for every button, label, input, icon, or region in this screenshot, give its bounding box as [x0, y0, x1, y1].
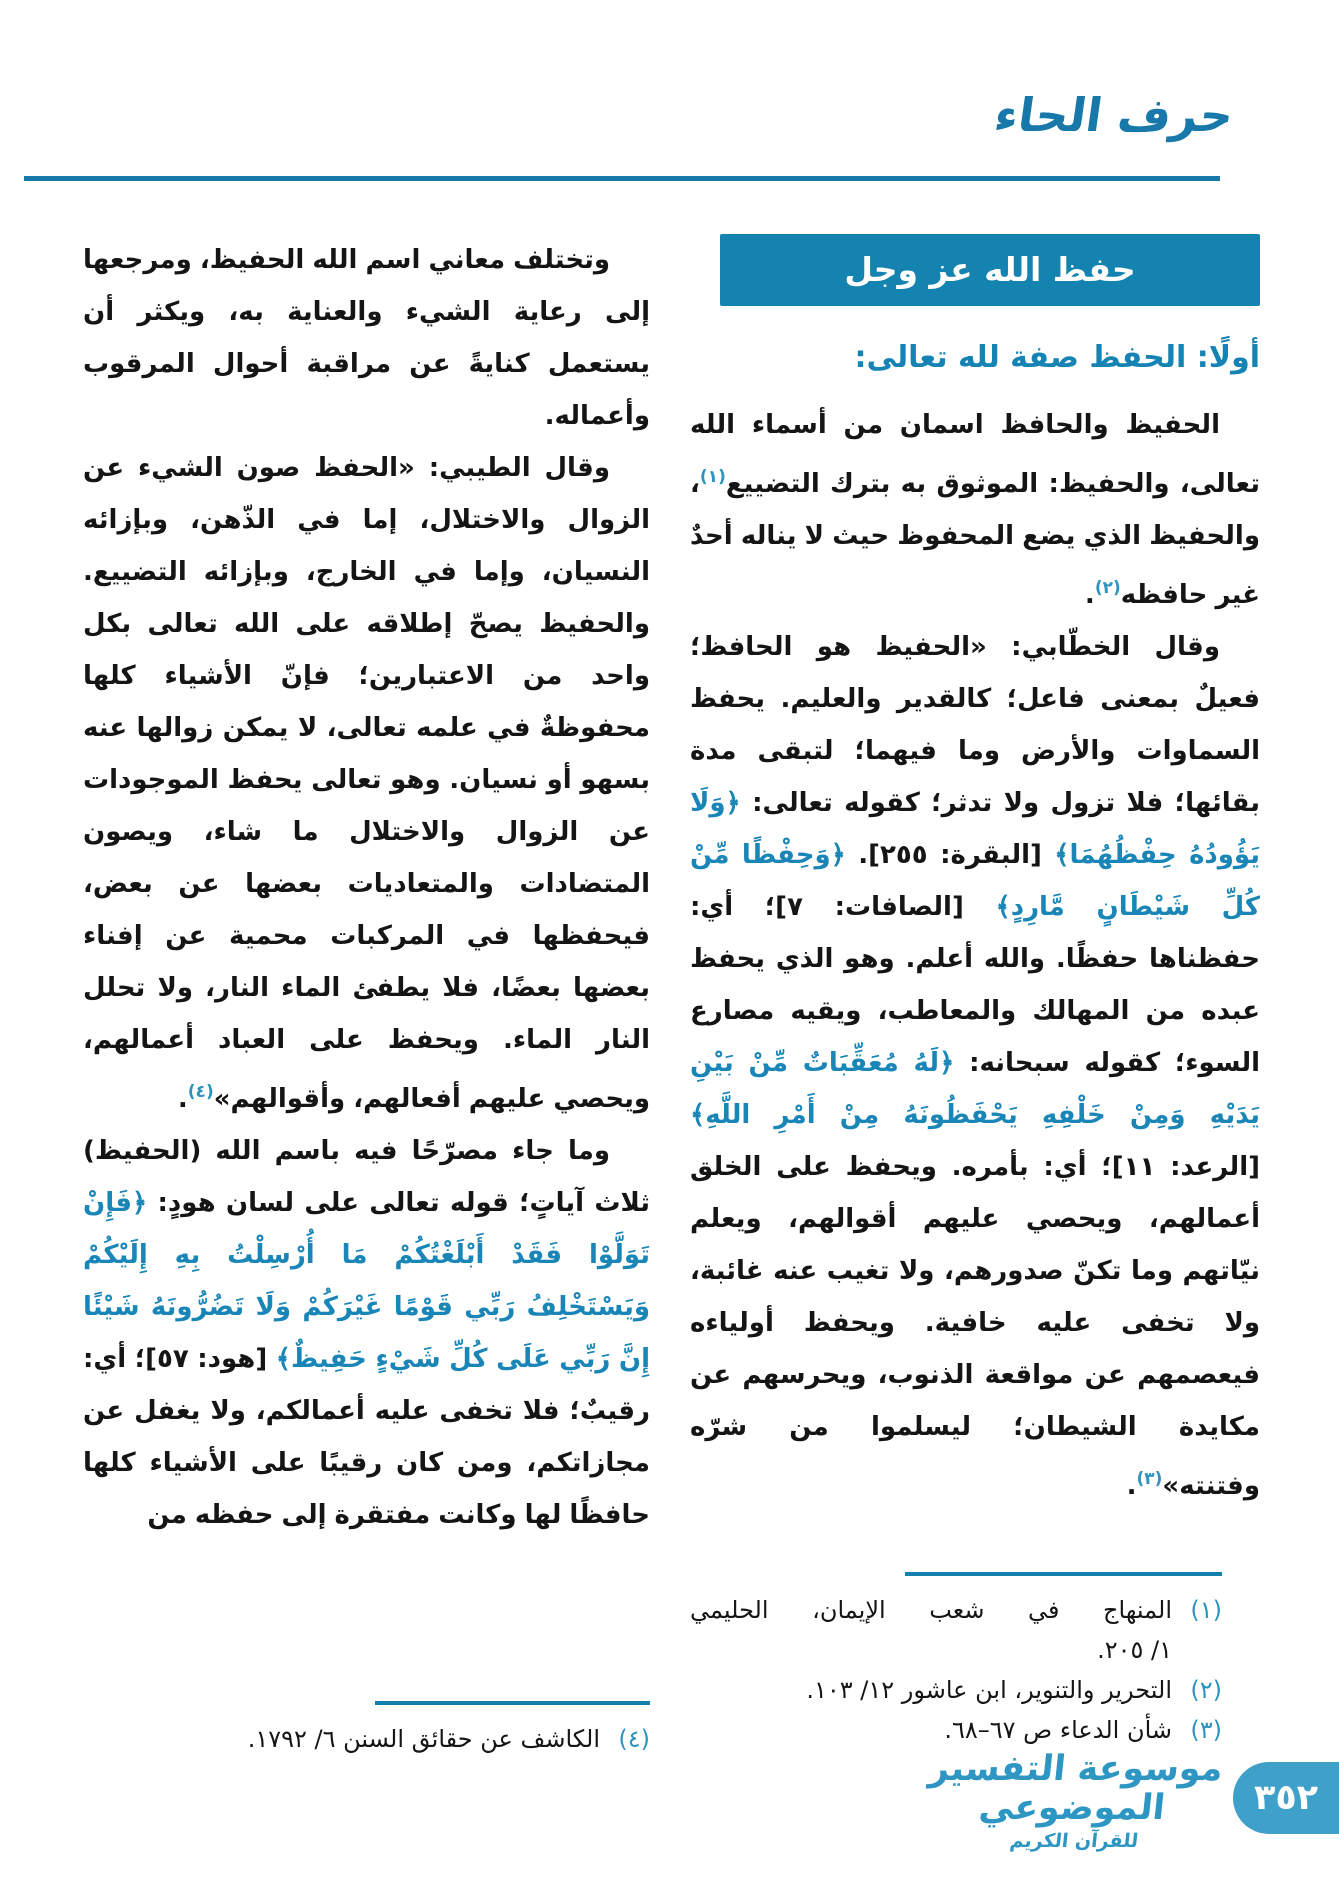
quran-verse: ﴿فَإِنْ تَوَلَّوْا فَقَدْ أَبْلَغْتُكُمْ مَا أُرْسِلْتُ بِهِ إِلَيْكُمْ وَيَسْتَخْلِفُ رَبِّي قَوْمًا غَيْرَكُمْ وَلَا تَضُرُّونَهُ شَيْئًا إِنَّ رَبِّي عَلَى كُلِّ شَيْءٍ حَفِيظٌ﴾	[83, 1188, 650, 1374]
text-run: وتختلف معاني اسم الله الحفيظ، ومرجعها إلى رعاية الشيء والعناية به، ويكثر أن يستعمل كنايةً عن مراقبة أحوال المرقوب وأعماله.	[83, 245, 650, 431]
footnote-number: (٣)	[1190, 1716, 1222, 1744]
footnote-text: ١/ ٢٠٥.	[1097, 1636, 1172, 1664]
footnotes-right	[690, 1590, 1222, 1750]
right-column-body	[690, 399, 1260, 1560]
footnotes-left	[83, 1719, 650, 1759]
footnote-text: المنهاج في شعب الإيمان، الحليمي	[690, 1596, 1172, 1624]
footnote-number: (٢)	[1190, 1676, 1222, 1704]
text-run: وما جاء مصرّحًا فيه باسم الله (الحفيظ) ثلاث آياتٍ؛ قوله تعالى على لسان هودٍ:	[83, 1136, 650, 1218]
footnote	[83, 1719, 650, 1759]
page-number-badge: ٣٥٢	[1233, 1762, 1339, 1834]
paragraph	[690, 621, 1260, 1512]
quran-verse: ﴿لَهُ مُعَقِّبَاتٌ مِّنْ بَيْنِ يَدَيْهِ وَمِنْ خَلْفِهِ يَحْفَظُونَهُ مِنْ أَمْرِ اللَّهِ﴾	[690, 1048, 1260, 1130]
footnote-text: التحرير والتنوير، ابن عاشور ١٢/ ١٠٣.	[806, 1676, 1172, 1704]
publisher-logo-subtitle: للقرآن الكريم	[1008, 1830, 1140, 1852]
quran-verse: ﴿وَلَا يَؤُودُهُ حِفْظُهُمَا﴾	[690, 788, 1260, 870]
column-left	[83, 234, 650, 1759]
text-run: وقال الخطّابي: «الحفيظ هو الحافظ؛ فعيلٌ بمعنى فاعل؛ كالقدير والعليم. يحفظ السماوات والأرض وما فيهما؛ لتبقى مدة بقائها؛ فلا تزول ولا تدثر؛ كقوله تعالى:	[690, 632, 1260, 818]
text-run: .	[1126, 1471, 1137, 1501]
column-right	[690, 234, 1260, 1759]
footnote	[690, 1710, 1222, 1750]
footnote-text: شأن الدعاء ص ٦٧–٦٨.	[944, 1716, 1172, 1744]
text-run: [البقرة: ٢٥٥].	[845, 840, 1055, 870]
text-run: ، والحفيظ الذي يضع المحفوظ حيث لا يناله أحدٌ غير حافظه	[690, 469, 1260, 610]
footnote-marker: (٣)	[1136, 1469, 1163, 1489]
footnote-number: (١)	[1190, 1596, 1222, 1624]
text-run: وقال الطيبي: «الحفظ صون الشيء عن الزوال والاختلال، إما في الذّهن، وبإزائه النسيان، وإما في الخارج، وبإزائه التضييع. والحفيظ يصحّ إطلاقه على الله تعالى بكل واحد من الاعتبارين؛ فإنّ الأشياء كلها محفوظةٌ في علمه تعالى، لا يمكن زوالها عنه بسهو أو نسيان. وهو تعالى يحفظ الموجودات عن الزوال والاختلال ما شاء، ويصون المتضادات والمتعاديات بعضها عن بعض، فيحفظها في المركبات محمية عن إفناء بعضها بعضًا، فلا يطفئ الماء النار، ولا تحلل النار الماء. ويحفظ على العباد أعمالهم، ويحصي عليهم أفعالهم، وأقوالهم»	[83, 453, 650, 1114]
publisher-logo-title: موسوعة التفسير الموضوعي	[927, 1749, 1225, 1828]
paragraph	[83, 234, 650, 442]
footnote-text: الكاشف عن حقائق السنن ٦/ ١٧٩٢.	[247, 1725, 600, 1753]
section-subtitle: أولًا: الحفظ صفة لله تعالى:	[854, 340, 1260, 375]
left-column-body	[83, 234, 650, 1689]
footnote-marker: (٢)	[1094, 578, 1121, 598]
paragraph	[83, 1125, 650, 1541]
text-run: [هود: ٥٧]؛ أي: رقيبٌ؛ فلا تخفى عليه أعمالكم، ولا يغفل عن مجازاتكم، ومن كان رقيبًا على الأشياء كلها حافظًا لها وكانت مفتقرة إلى حفظه من	[83, 1344, 650, 1530]
section-title: حفظ الله عز وجل	[844, 250, 1136, 289]
header-rule	[24, 176, 1220, 181]
content-columns	[83, 234, 1260, 1759]
chapter-title-calligraphy: حرف الحاء	[991, 88, 1237, 142]
footnote-marker: (٤)	[187, 1082, 214, 1102]
text-run: الحفيظ والحافظ اسمان من أسماء الله تعالى، والحفيظ: الموثوق به بترك التضييع	[690, 410, 1260, 499]
text-run: [الصافات: ٧]؛ أي: حفظناها حفظًا. والله أعلم. وهو الذي يحفظ عبده من المهالك والمعاطب، ويقيه مصارع السوء؛ كقوله سبحانه:	[690, 892, 1260, 1078]
footnote-marker: (١)	[699, 467, 726, 487]
footnote	[690, 1670, 1222, 1710]
footnote-separator-right	[905, 1572, 1222, 1576]
footnote	[690, 1590, 1222, 1670]
paragraph	[690, 399, 1260, 621]
text-run: .	[1084, 580, 1095, 610]
footnote-number: (٤)	[618, 1725, 650, 1753]
footnote-separator-left	[375, 1701, 650, 1705]
section-title-box	[720, 234, 1260, 306]
publisher-logo	[918, 1750, 1230, 1852]
text-run: [الرعد: ١١]؛ أي: بأمره. ويحفظ على الخلق أعمالهم، ويحصي عليهم أقوالهم، ويعلم نيّاتهم وما تكنّ صدورهم، ولا تغيب عنه غائبة، ولا تخفى عليه خافية. ويحفظ أولياءه فيعصمهم عن مواقعة الذنوب، ويحرسهم عن مكايدة الشيطان؛ ليسلموا من شرّه وفتنته»	[690, 1152, 1260, 1501]
text-run: .	[177, 1084, 188, 1114]
quran-verse: ﴿وَحِفْظًا مِّنْ كُلِّ شَيْطَانٍ مَّارِدٍ﴾	[690, 840, 1260, 922]
paragraph	[83, 442, 650, 1125]
